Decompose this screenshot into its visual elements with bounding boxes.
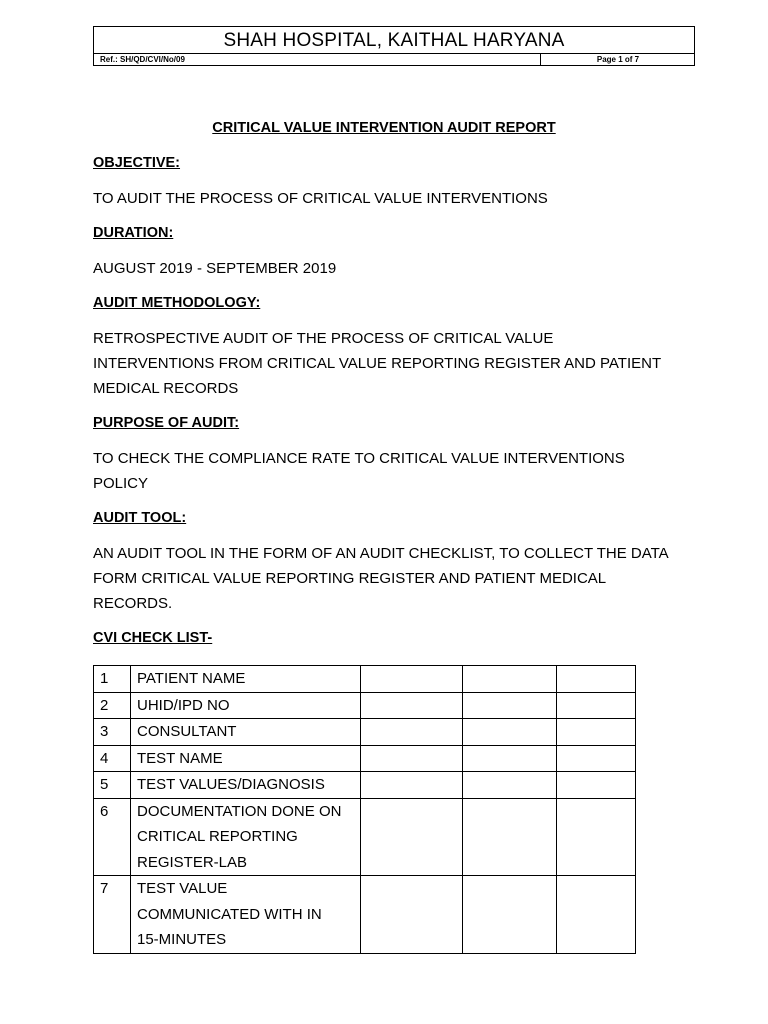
row-item-line: UHID/IPD NO [137, 696, 230, 714]
purpose-text-line: POLICY [93, 475, 149, 492]
objective-text-line: TO AUDIT THE PROCESS OF CRITICAL VALUE INTERVENTIONS [93, 190, 548, 207]
table-row [94, 876, 636, 954]
table-row [94, 772, 636, 799]
row-number: 2 [94, 692, 131, 719]
row-item [131, 719, 361, 746]
row-item-line: DOCUMENTATION DONE ON [137, 802, 342, 820]
blank-cell [463, 692, 557, 719]
table-row [94, 719, 636, 746]
table-row [94, 745, 636, 772]
row-item [131, 692, 361, 719]
blank-cell [361, 772, 463, 799]
row-item-line: TEST VALUE [137, 880, 228, 897]
purpose-heading: PURPOSE OF AUDIT: [93, 415, 240, 431]
cvi-checklist-table [93, 665, 636, 954]
row-item-line: CONSULTANT [137, 723, 237, 740]
row-item [131, 876, 361, 954]
table-row [94, 666, 636, 693]
blank-cell [361, 798, 463, 876]
blank-cell [463, 798, 557, 876]
duration-heading: DURATION: [93, 225, 174, 241]
row-item [131, 666, 361, 693]
blank-cell [463, 772, 557, 799]
row-item-line: COMMUNICATED WITH IN [137, 905, 322, 923]
blank-cell [361, 692, 463, 719]
blank-cell [557, 876, 636, 954]
row-item-line: REGISTER-LAB [137, 853, 248, 871]
blank-cell [361, 745, 463, 772]
hospital-name: SHAH HOSPITAL, KAITHAL HARYANA [94, 27, 694, 54]
header-meta-row [94, 54, 694, 66]
audit-tool-text-line: RECORDS. [93, 595, 173, 612]
blank-cell [463, 876, 557, 954]
blank-cell [557, 745, 636, 772]
blank-cell [557, 719, 636, 746]
blank-cell [361, 666, 463, 693]
audit-tool-text-line: AN AUDIT TOOL IN THE FORM OF AN AUDIT CHECKLIST, TO COLLECT THE DATA [93, 545, 669, 562]
row-item-line: TEST VALUES/DIAGNOSIS [137, 776, 325, 793]
blank-cell [463, 745, 557, 772]
audit-tool-text-line: FORM CRITICAL VALUE REPORTING REGISTER AND PATIENT MEDICAL [93, 570, 607, 587]
row-item [131, 745, 361, 772]
row-number: 7 [94, 876, 131, 954]
row-number: 1 [94, 666, 131, 693]
row-item-line: PATIENT NAME [137, 670, 246, 687]
blank-cell [557, 772, 636, 799]
reference-number: Ref.: SH/QD/CVI/No/09 [94, 54, 541, 66]
blank-cell [361, 719, 463, 746]
row-number: 5 [94, 772, 131, 799]
objective-heading: OBJECTIVE: [93, 155, 181, 171]
table-row [94, 692, 636, 719]
row-number: 6 [94, 798, 131, 876]
blank-cell [361, 876, 463, 954]
report-title: CRITICAL VALUE INTERVENTION AUDIT REPORT [212, 120, 556, 136]
table-row [94, 798, 636, 876]
row-number: 3 [94, 719, 131, 746]
row-item-line: 15-MINUTES [137, 931, 227, 948]
document-header [93, 26, 695, 66]
audit-tool-heading: AUDIT TOOL: [93, 510, 187, 526]
methodology-text-line: INTERVENTIONS FROM CRITICAL VALUE REPORTING REGISTER AND PATIENT [93, 355, 662, 372]
blank-cell [557, 666, 636, 693]
blank-cell [463, 719, 557, 746]
methodology-text-line: RETROSPECTIVE AUDIT OF THE PROCESS OF CRITICAL VALUE [93, 330, 554, 347]
purpose-text-line: TO CHECK THE COMPLIANCE RATE TO CRITICAL VALUE INTERVENTIONS [93, 450, 625, 467]
methodology-text-line: MEDICAL RECORDS [93, 380, 239, 397]
blank-cell [557, 692, 636, 719]
page-number: Page 1 of 7 [596, 55, 640, 64]
row-item-line: TEST NAME [137, 749, 223, 767]
checklist-heading: CVI CHECK LIST- [93, 630, 213, 646]
row-item [131, 772, 361, 799]
duration-text-line: AUGUST 2019 - SEPTEMBER 2019 [93, 260, 337, 277]
row-item-line: CRITICAL REPORTING [137, 828, 298, 845]
blank-cell [463, 666, 557, 693]
row-item [131, 798, 361, 876]
blank-cell [557, 798, 636, 876]
row-number: 4 [94, 745, 131, 772]
methodology-heading: AUDIT METHODOLOGY: [93, 295, 261, 311]
